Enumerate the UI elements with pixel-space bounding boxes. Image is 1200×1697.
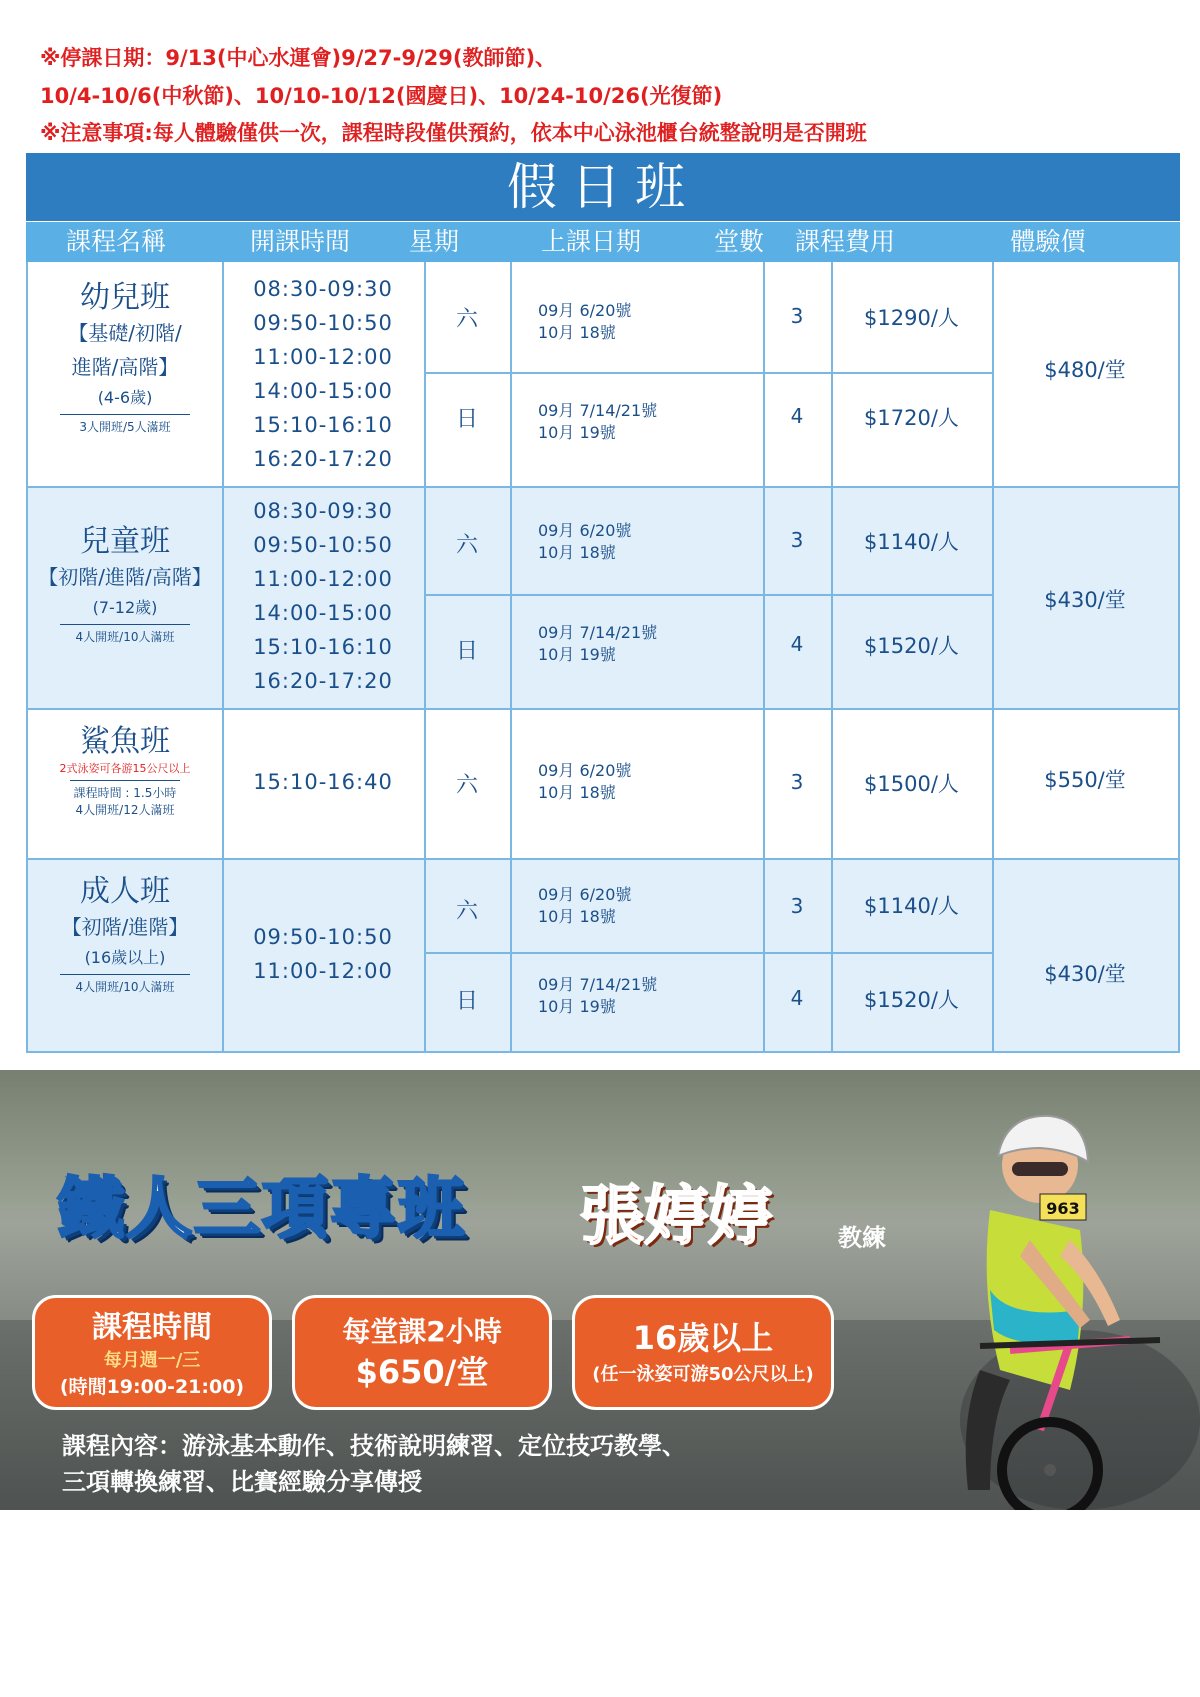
session-count: 3: [790, 894, 804, 918]
notice-closure-dates-2: 10/4-10/6(中秋節)、10/10-10/12(國慶日)、10/24-10/26(光復節): [40, 84, 723, 108]
weekday: 日: [455, 989, 478, 1014]
weekday: 日: [455, 407, 478, 432]
course-name: 成人班: [80, 874, 170, 909]
course-toddler: [28, 280, 222, 436]
session-dates: [538, 520, 758, 564]
date-line: 09月 6/20號: [538, 301, 632, 320]
promo-title: 鐵人三項專班: [58, 1170, 466, 1247]
divider: [60, 624, 190, 625]
header-course-name: 課程名稱: [65, 227, 166, 256]
session-fee: $1520/人: [864, 988, 959, 1012]
session-dates: [538, 400, 758, 444]
session-count: 4: [790, 986, 804, 1010]
weekday: 六: [455, 899, 478, 924]
date-line: 09月 7/14/21號: [538, 623, 658, 642]
table-header: [26, 222, 1180, 262]
date-line: 10月 18號: [538, 783, 616, 802]
coach-tag: 教練: [838, 1224, 886, 1252]
course-age: (4-6歲): [97, 388, 153, 407]
course-age: (16歲以上): [84, 948, 166, 967]
course-adult: [28, 874, 222, 996]
trial-price: $480/堂: [1044, 358, 1126, 382]
row-divider: [28, 708, 1178, 710]
divider: [70, 780, 180, 781]
course-levels: 【初階/進階】: [61, 915, 189, 939]
session-dates: [538, 622, 758, 666]
header-weekday: 星期: [408, 227, 459, 256]
course-requirement: 2式泳姿可各游15公尺以上: [59, 762, 191, 775]
eligibility-box: [572, 1295, 834, 1410]
col-divider: [763, 262, 765, 1051]
session-dates: [538, 884, 758, 928]
session-fee: $1720/人: [864, 406, 959, 430]
course-levels: 【基礎/初階/: [68, 321, 182, 345]
session-fee: $1520/人: [864, 634, 959, 658]
course-age: (7-12歲): [92, 598, 158, 617]
course-name: 幼兒班: [80, 280, 170, 315]
course-capacity: 4人開班/12人滿班: [75, 803, 175, 817]
triathlon-promo-banner: [0, 1070, 1200, 1510]
date-line: 10月 18號: [538, 323, 616, 342]
sub-row-divider: [424, 952, 992, 954]
lesson-price: $650/堂: [355, 1353, 489, 1391]
trial-price: $430/堂: [1044, 962, 1126, 986]
course-name: 鯊魚班: [80, 724, 170, 759]
session-count: 4: [790, 632, 804, 656]
divider: [60, 414, 190, 415]
holiday-class-banner: 假日班: [26, 153, 1180, 221]
time-slot: 08:30-09:30: [253, 277, 393, 301]
time-slot: 08:30-09:30: [253, 499, 393, 523]
lesson-length: 每堂課2小時: [342, 1315, 502, 1348]
time-slot: 09:50-10:50: [253, 925, 393, 949]
course-name: 兒童班: [80, 524, 170, 559]
session-fee: $1140/人: [864, 530, 959, 554]
sub-row-divider: [424, 594, 992, 596]
session-count: 3: [790, 528, 804, 552]
time-slot: 16:20-17:20: [253, 447, 393, 471]
weekday: 六: [455, 533, 478, 558]
price-box: [292, 1295, 552, 1410]
date-line: 10月 18號: [538, 907, 616, 926]
time-slot: 15:10-16:10: [253, 635, 393, 659]
col-divider: [510, 262, 512, 1051]
header-dates: 上課日期: [540, 227, 641, 256]
time-slot: 09:50-10:50: [253, 533, 393, 557]
header-trial: 體驗價: [1010, 227, 1086, 256]
time-slot: 15:10-16:40: [253, 770, 393, 794]
time-slot: 16:20-17:20: [253, 669, 393, 693]
date-line: 09月 6/20號: [538, 521, 632, 540]
header-time: 開課時間: [249, 227, 350, 256]
course-capacity: 3人開班/5人滿班: [79, 420, 171, 434]
session-count: 3: [790, 304, 804, 328]
schedule-days: 每月週一/三: [103, 1350, 201, 1371]
bib-number: 963: [1046, 1199, 1080, 1218]
date-line: 09月 7/14/21號: [538, 975, 658, 994]
course-levels: 進階/高階】: [71, 355, 179, 379]
course-content: [62, 1428, 686, 1500]
session-dates: [538, 974, 758, 1018]
row-divider: [28, 858, 1178, 860]
session-fee: $1290/人: [864, 306, 959, 330]
time-slot: 15:10-16:10: [253, 413, 393, 437]
content-line: 三項轉換練習、比賽經驗分享傳授: [62, 1468, 422, 1496]
course-shark: [28, 724, 222, 819]
header-count: 堂數: [713, 227, 764, 256]
time-slot: 09:50-10:50: [253, 311, 393, 335]
time-slot: 14:00-15:00: [253, 601, 393, 625]
course-child: [28, 524, 222, 646]
date-line: 10月 18號: [538, 543, 616, 562]
age-requirement: 16歲以上: [632, 1319, 774, 1357]
session-fee: $1500/人: [864, 772, 959, 796]
swim-requirement: (任一泳姿可游50公尺以上): [592, 1364, 814, 1385]
sunglasses: [1012, 1162, 1068, 1176]
date-line: 09月 6/20號: [538, 761, 632, 780]
session-count: 4: [790, 404, 804, 428]
wheel-hub: [1044, 1464, 1056, 1476]
time-slot: 14:00-15:00: [253, 379, 393, 403]
row-divider: [28, 486, 1178, 488]
course-capacity: 4人開班/10人滿班: [75, 630, 175, 644]
weekday: 六: [455, 773, 478, 798]
time-slot: 11:00-12:00: [253, 567, 393, 591]
course-times: [222, 920, 424, 988]
notice-attention: ※注意事項:每人體驗僅供一次，課程時段僅供預約，依本中心泳池櫃台統整說明是否開班: [40, 121, 867, 145]
trial-price: $550/堂: [1044, 768, 1126, 792]
notice-closure-dates-1: ※停課日期：9/13(中心水運會)9/27-9/29(教師節)、: [40, 46, 557, 70]
course-times: [222, 765, 424, 799]
trial-price: $430/堂: [1044, 588, 1126, 612]
date-line: 09月 7/14/21號: [538, 401, 658, 420]
course-times: [222, 272, 424, 476]
session-count: 3: [790, 770, 804, 794]
course-capacity: 4人開班/10人滿班: [75, 980, 175, 994]
course-levels: 【初階/進階/高階】: [38, 565, 212, 589]
course-times: [222, 494, 424, 698]
session-dates: [538, 760, 758, 804]
course-duration: 課程時間 : 1.5小時: [73, 786, 177, 800]
sub-row-divider: [424, 372, 992, 374]
date-line: 10月 19號: [538, 645, 616, 664]
time-slot: 11:00-12:00: [253, 959, 393, 983]
session-fee: $1140/人: [864, 894, 959, 918]
session-dates: [538, 300, 758, 344]
weekday: 六: [455, 307, 478, 332]
date-line: 10月 19號: [538, 997, 616, 1016]
header-fee: 課程費用: [794, 227, 895, 256]
coach-name: 張婷婷: [580, 1180, 772, 1254]
divider: [60, 974, 190, 975]
schedule-hours: (時間19:00-21:00): [59, 1376, 245, 1398]
date-line: 10月 19號: [538, 423, 616, 442]
date-line: 09月 6/20號: [538, 885, 632, 904]
cyclist-photo: [920, 1090, 1200, 1510]
schedule-title: 課程時間: [92, 1310, 212, 1345]
content-line: 課程內容：游泳基本動作、技術說明練習、定位技巧教學、: [62, 1432, 686, 1460]
time-slot: 11:00-12:00: [253, 345, 393, 369]
schedule-table: [26, 262, 1180, 1053]
schedule-box: [32, 1295, 272, 1410]
weekday: 日: [455, 639, 478, 664]
